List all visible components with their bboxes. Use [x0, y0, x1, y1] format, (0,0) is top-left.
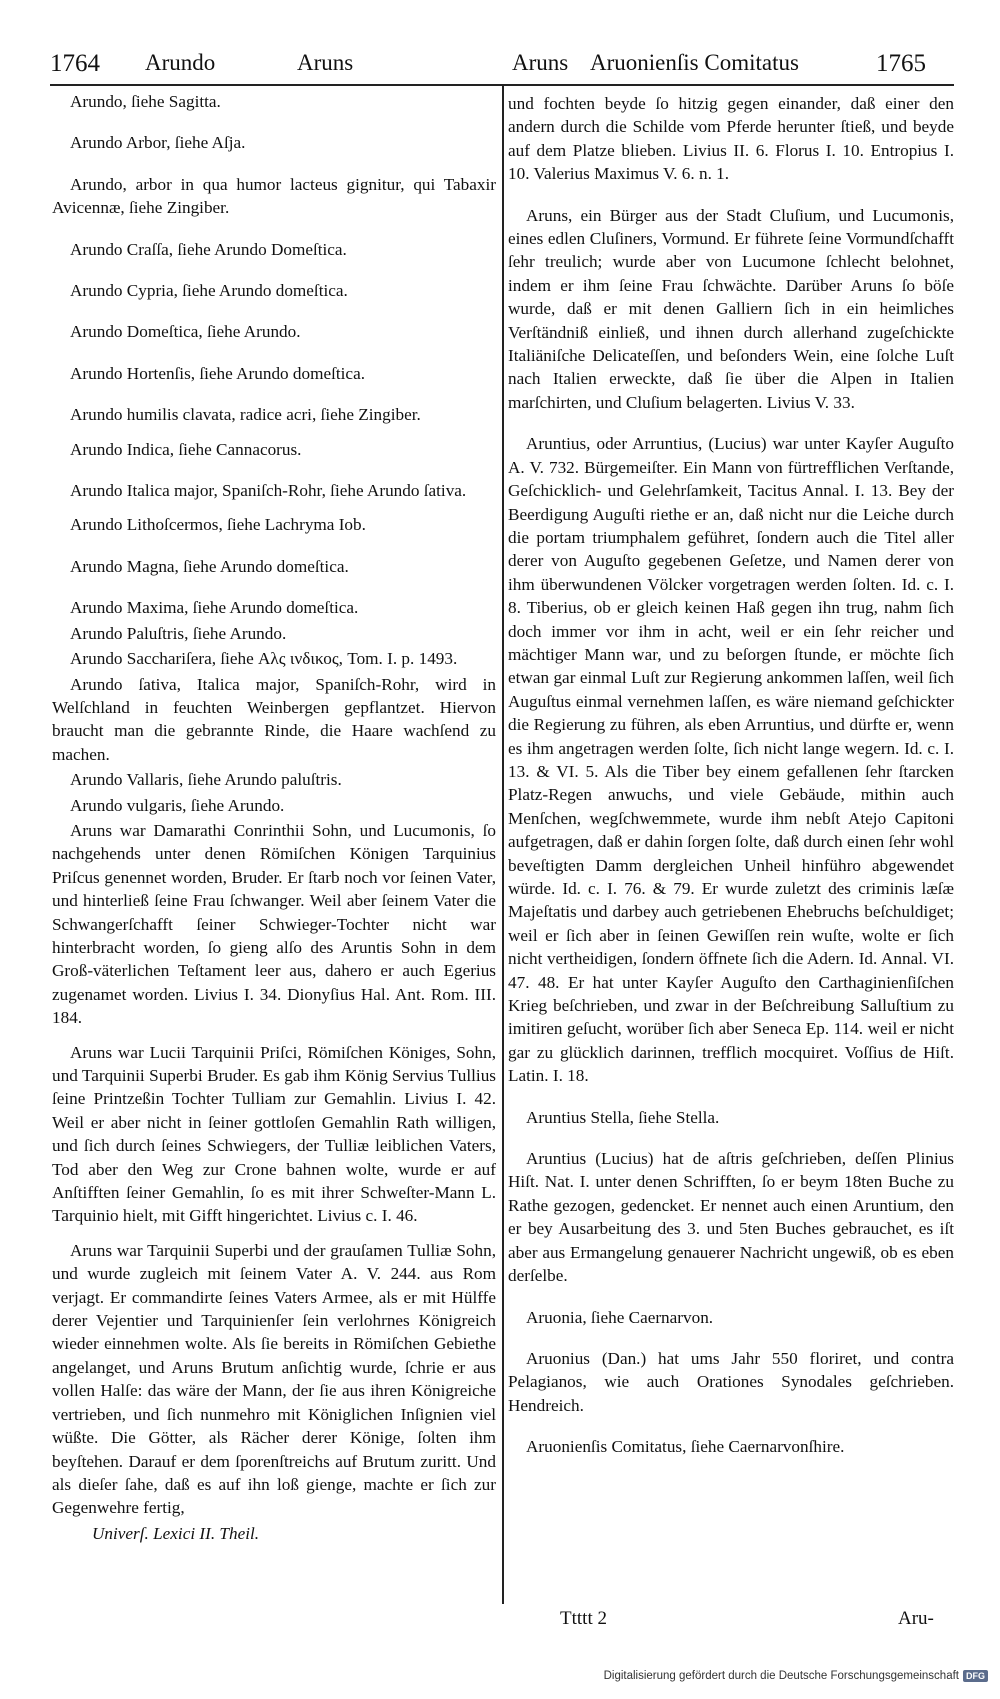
entry: Arundo Hortenſis, ſiehe Arundo domeſtica. [70, 363, 365, 383]
entry: Arundo Domeſtica, ſiehe Arundo. [70, 322, 301, 342]
left-page-number: 1764 [50, 50, 100, 77]
entry: Arundo, ſiehe Sagitta. [70, 92, 221, 111]
right-catchword-last: Aruonienſis Comitatus [590, 50, 799, 75]
entry: Arundo Lithoſcermos, ſiehe Lachryma Iob. [70, 515, 366, 535]
digitization-note: Digitalisierung gefördert durch die Deutsche Forschungsgemeinschaft [603, 1670, 959, 1682]
entry: Arundo Cypria, ſiehe Arundo domeſtica. [70, 281, 348, 301]
entry: Aruns war Damarathi Conrinthii Sohn, und Lucumonis, ſo nachgehends unter denen Römiſchen Königen Tarquinius Priſcus genennet worden, Bruder. Er ſtarb noch vor ſeinen Vater, und hinterließ ſeine Frau ſchwanger. Weil aber ſeinem Vater die Schwangerſchafft ſeiner Schwieger-Tochter nicht war hinterbracht worden, ſo gieng alſo des Aruntis Sohn in dem Groß-väterlichen Teſtament leer aus, dahero er auch Egerius zugenamet worden. Livius I. 34. Dionyſius Hal. Ant. Rom. III. 184. [52, 820, 496, 1028]
column-divider [502, 84, 504, 1604]
signature-mark: Ttttt 2 [560, 1608, 607, 1629]
right-column [508, 92, 954, 1461]
left-column [52, 90, 496, 1547]
entry: und fochten beyde ſo hitzig gegen einander, daß einer den andern durch die Schilde vom Pferde herunter ſtieß, und beyde auf dem Platze blieben. Livius II. 6. Florus I. 10. Entropius I. 10. Valerius Maximus V. 6. n. 1. [508, 94, 954, 184]
entry: Arundo Paluſtris, ſiehe Arundo. [70, 623, 287, 643]
dfg-logo-icon: DFG [963, 1670, 988, 1682]
entry: Aruonia, ſiehe Caernarvon. [526, 1307, 714, 1327]
right-page-number: 1765 [876, 50, 926, 77]
entry: Aruntius Stella, ſiehe Stella. [526, 1107, 720, 1127]
entry: Aruns, ein Bürger aus der Stadt Cluſium, und Lucumonis, eines edlen Cluſiners, Vormund. Er führete ſeine Vormundſchafft ſehr treulich; wurde aber von Lucumone ſchlecht belohnet, indem er ihm ſeine Frau ſchwächte. Darüber Aruns ſo böſe wurde, daß er mit denen Galliern ſich in ein heimliches Verſtändniß einließ, und ihnen durch allerhand zugeſchickte Italiäniſche Delicateſſen, und beſonders Wein, eine ſolche Luſt nach Italien erweckte, daß ſie über die Alpen in Italien marſchirten, und Cluſium belagerten. Livius V. 33. [508, 205, 954, 412]
left-catchword-first: Arundo [145, 50, 216, 75]
entry: Arundo humilis clavata, radice acri, ſiehe Zingiber. [70, 405, 421, 425]
volume-signature: Univerſ. Lexici II. Theil. [92, 1523, 260, 1543]
entry: Arundo Magna, ſiehe Arundo domeſtica. [70, 556, 349, 576]
entry: Arundo Indica, ſiehe Cannacorus. [70, 439, 302, 459]
entry: Arundo ſativa, Italica major, Spaniſch-Rohr, wird in Welſchland in feuchten Weinbergen gepflantzet. Hiervon braucht man die gebrannte Rinde, die Haare wachſend zu machen. [52, 674, 496, 764]
entry: Arundo Vallaris, ſiehe Arundo paluſtris. [70, 770, 342, 790]
entry: Arundo vulgaris, ſiehe Arundo. [70, 795, 285, 815]
entry: Aruntius, oder Arruntius, (Lucius) war unter Kayſer Auguſto A. V. 732. Bürgemeiſter. Ein Mann von fürtrefflichen Verſtande, Geſchicklich- und Gelehrſamkeit, Tacitus Annal. I. 13. Bey der Beerdigung Auguſti riethe er an, daß nicht nur die Leiche durch die portam triumphalem geführet, ſondern auch die Titel aller derer von Auguſto gegebenen Geſetze, und Namen derer von ihm überwundenen Völcker vorgetragen werden ſolten. Id. c. I. 8. Tiberius, ob er gleich keinen Haß gegen ihn trug, nahm ſich doch immer vor ihm in acht, weil er ein ſehr reicher und mächtiger Mann war, und zu beſorgen ſtunde, er möchte ſich etwan gar einmal Luſt zur Regierung ankommen laſſen, weil ſich Auguſtus einmal vernehmen laſſen, es wäre niemand geſchickter die Regierung zu führen, als eben Arruntius, und dürfte er, wenn es ihm angetragen werden ſolte, ſich nicht lange wegern. Id. c. I. 13. & VI. 5. Als die Tiber bey einem gefallenen ſehr ſtarcken Platz-Regen anwuchs, und viele Gebäude, mithin auch Menſchen, wegſchwemmete, wurde ihm nebſt Atejo Capitoni aufgetragen, daß er dahin ſorgen ſolte, daß durch einen ſehr wohl beveſtigten Damm dergleichen Unheil hinführo abgewendet würde. Id. c. I. 76. & 79. Er wurde zuletzt des criminis læſæ Majeſtatis und darbey auch getriebenen Ehebruchs beſchuldiget; weil er ſich aber in ſeinen Gewiſſen rein wuſte, wolte er ſich nicht vertheidigen, ſondern öffnete ſich die Adern. Id. Annal. VI. 47. 48. Er hat unter Kayſer Auguſto den Carthaginienſiſchen Krieg beſchrieben, und zwar in der Beſchreibung Salluſtium zu imitiren geſucht, worüber ſich aber Seneca Ep. 114. weil er nicht gar zu glücklich darinnen, trefflich mocquiret. Voſſius de Hiſt. Latin. I. 18. [508, 434, 954, 1086]
right-catchword-first: Aruns [512, 50, 569, 75]
entry: Aruonienſis Comitatus, ſiehe Caernarvonſhire. [526, 1437, 845, 1457]
entry: Arundo Maxima, ſiehe Arundo domeſtica. [70, 598, 359, 618]
left-catchword-last: Aruns [297, 50, 354, 75]
entry: Aruns war Lucii Tarquinii Priſci, Römiſchen Königes, Sohn, und Tarquinii Superbi Bruder. Es gab ihm König Servius Tullius ſeine Printzeßin Tochter Tulliam zur Gemahlin. Livius I. 42. Weil er aber nicht in ſeiner gottloſen Gemahlin Rath willigen, und ſich durch ſeines Schwiegers, der Tulliæ leiblichen Vaters, Tod aber den Weg zur Crone bahnen wolte, wurde er auf Anſtifften ſeiner Gemahlin, ſo es mit ihrer Schweſter-Mann L. Tarquinio hielt, mit Gifft hingerichtet. Livius c. I. 46. [52, 1042, 496, 1226]
catchword: Aru- [898, 1608, 934, 1629]
entry: Aruonius (Dan.) hat ums Jahr 550 floriret, und contra Pelagianos, wie auch Orationes Synodales geſchrieben. Hendreich. [508, 1348, 954, 1415]
entry: Arundo Italica major, Spaniſch-Rohr, ſiehe Arundo ſativa. [70, 481, 467, 501]
entry: Arundo Craſſa, ſiehe Arundo Domeſtica. [70, 239, 347, 259]
entry: Arundo Sacchariſera, ſiehe Αλς ινδικος, Tom. I. p. 1493. [70, 649, 458, 669]
entry: Arundo, arbor in qua humor lacteus gignitur, qui Tabaxir Avicennæ, ſiehe Zingiber. [52, 174, 496, 218]
entry: Aruntius (Lucius) hat de aſtris geſchrieben, deſſen Plinius Hiſt. Nat. I. unter denen Schrifften, ſo er beym 18ten Buche zu Rathe gezogen, gedencket. Er nennet auch einen Aruntium, den er bey Ausarbeitung des 3. und 5ten Buches gebrauchet, es iſt aber aus Ermangelung genauerer Nachricht ungewiß, ob es eben derſelbe. [508, 1149, 954, 1286]
entry: Arundo Arbor, ſiehe Aſja. [70, 133, 246, 153]
entry: Aruns war Tarquinii Superbi und der grauſamen Tulliæ Sohn, und wurde zugleich mit ſeinem Vater A. V. 244. aus Rom verjagt. Er commandirte ſeines Vaters Armee, als er mit Hülffe derer Vejentier und Tarquinienſer ſein verlohrnes Königreich wieder einnehmen wolte. Als ſie bereits in Römiſchen Gebiethe angelanget, und Aruns Brutum anſichtig wurde, ſchrie er aus vollen Halſe: das wäre der Mann, der ſie aus ihren Königreiche vertrieben, und ſich nunmehro mit Königlichen Inſignien viel wüßte. Die Götter, als Rächer derer Könige, ſolten ihm beyſtehen. Darauf er dem ſporenſtreichs auf Brutum zuritt. Und als dieſer ſahe, daß es auf ihn loß gienge, machte er ſich zur Gegenwehre fertig, [52, 1240, 496, 1518]
digitization-credit [604, 1670, 988, 1682]
